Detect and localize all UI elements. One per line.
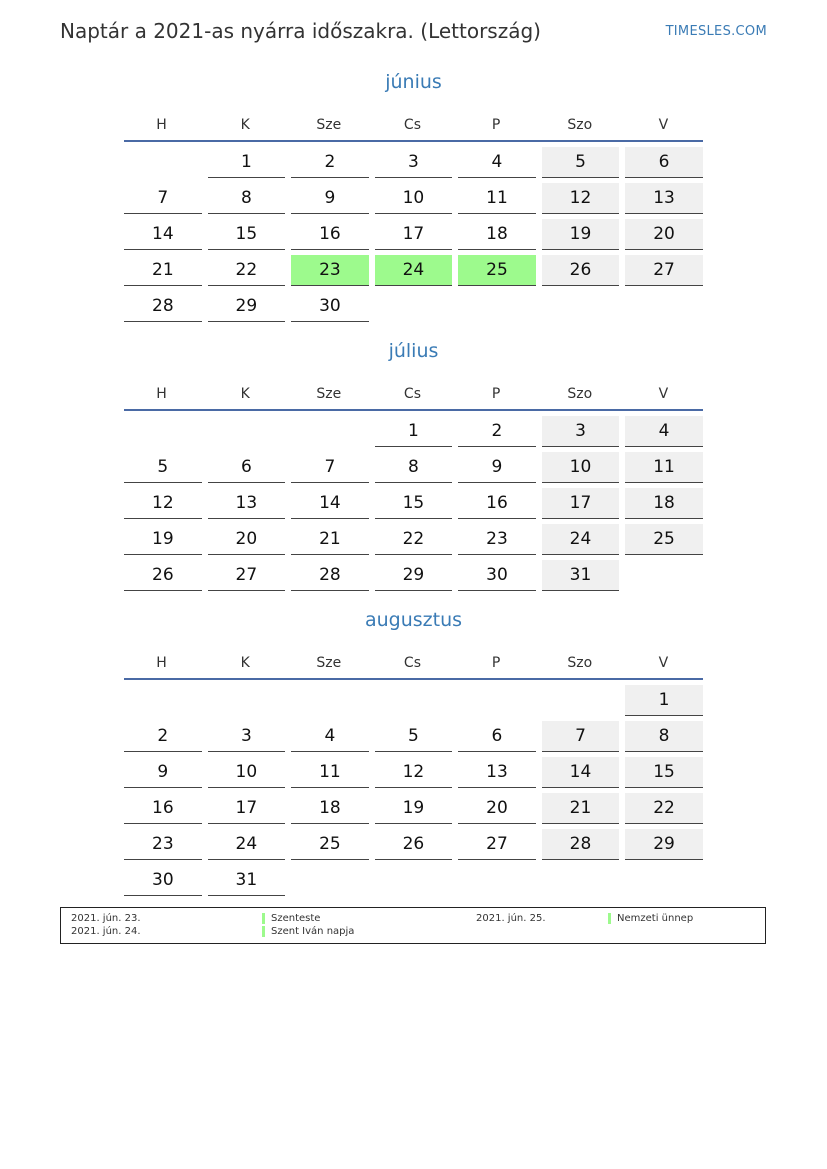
month-title: augusztus xyxy=(364,609,463,631)
weekday-label: Cs xyxy=(403,386,421,402)
empty-cell xyxy=(291,685,369,716)
week-row xyxy=(124,793,703,824)
empty-cell xyxy=(124,147,202,178)
day-cell: 20 xyxy=(625,219,703,250)
legend-date-2: 2021. jún. 24. xyxy=(71,926,141,937)
day-cell: 28 xyxy=(542,829,620,860)
day-cell: 9 xyxy=(291,183,369,214)
month-title: június xyxy=(385,71,442,93)
day-cell: 9 xyxy=(124,757,202,788)
weekday-label: Cs xyxy=(403,655,421,671)
empty-cell xyxy=(375,291,453,322)
day-cell: 27 xyxy=(208,560,286,591)
day-cell: 6 xyxy=(625,147,703,178)
empty-cell xyxy=(291,416,369,447)
day-cell: 19 xyxy=(375,793,453,824)
day-cell: 10 xyxy=(208,757,286,788)
day-cell: 16 xyxy=(291,219,369,250)
day-cell: 13 xyxy=(208,488,286,519)
day-cell: 13 xyxy=(458,757,536,788)
legend-name-2: Szent Iván napja xyxy=(271,926,355,937)
day-cell: 27 xyxy=(458,829,536,860)
week-row xyxy=(124,829,703,860)
empty-cell xyxy=(625,560,703,591)
day-cell: 1 xyxy=(375,416,453,447)
day-cell: 29 xyxy=(625,829,703,860)
day-cell: 30 xyxy=(291,291,369,322)
day-cell: 23 xyxy=(291,255,369,286)
month-0 xyxy=(124,68,703,327)
day-cell: 7 xyxy=(124,183,202,214)
day-cell: 5 xyxy=(124,452,202,483)
day-cell: 22 xyxy=(375,524,453,555)
day-cell: 26 xyxy=(124,560,202,591)
week-row xyxy=(124,452,703,483)
day-cell: 21 xyxy=(124,255,202,286)
empty-cell xyxy=(124,416,202,447)
day-cell: 15 xyxy=(625,757,703,788)
empty-cell xyxy=(625,865,703,896)
legend-name-1: Szenteste xyxy=(271,913,321,924)
week-row xyxy=(124,147,703,178)
week-row xyxy=(124,291,703,322)
day-cell: 6 xyxy=(458,721,536,752)
day-cell: 19 xyxy=(124,524,202,555)
day-cell: 7 xyxy=(542,721,620,752)
day-cell: 12 xyxy=(124,488,202,519)
weekday-label: P xyxy=(491,386,501,402)
holiday-legend xyxy=(60,907,766,944)
weekday-label: Szo xyxy=(567,386,593,402)
weekday-label: H xyxy=(156,386,167,402)
empty-cell xyxy=(458,291,536,322)
day-cell: 1 xyxy=(208,147,286,178)
empty-cell xyxy=(542,685,620,716)
weekday-label: K xyxy=(240,117,250,133)
day-cell: 8 xyxy=(208,183,286,214)
day-cell: 18 xyxy=(458,219,536,250)
weekday-label: P xyxy=(491,117,501,133)
day-cell: 17 xyxy=(375,219,453,250)
week-row xyxy=(124,219,703,250)
weeks xyxy=(124,680,703,896)
day-cell: 23 xyxy=(458,524,536,555)
legend-date-3: 2021. jún. 25. xyxy=(476,913,546,924)
day-cell: 28 xyxy=(291,560,369,591)
empty-cell xyxy=(375,685,453,716)
day-cell: 23 xyxy=(124,829,202,860)
weekday-header xyxy=(124,648,703,680)
legend-date-1: 2021. jún. 23. xyxy=(71,913,141,924)
weeks xyxy=(124,142,703,322)
weekday-label: Sze xyxy=(316,386,342,402)
day-cell: 5 xyxy=(375,721,453,752)
day-cell: 25 xyxy=(458,255,536,286)
empty-cell xyxy=(208,685,286,716)
day-cell: 24 xyxy=(375,255,453,286)
weekday-label: K xyxy=(240,386,250,402)
day-cell: 3 xyxy=(542,416,620,447)
day-cell: 20 xyxy=(208,524,286,555)
month-2 xyxy=(124,606,703,901)
day-cell: 7 xyxy=(291,452,369,483)
brand-link[interactable]: TIMESLES.COM xyxy=(665,24,767,39)
day-cell: 8 xyxy=(625,721,703,752)
day-cell: 30 xyxy=(458,560,536,591)
legend-name-3: Nemzeti ünnep xyxy=(617,913,694,924)
week-row xyxy=(124,488,703,519)
weekday-label: V xyxy=(658,117,669,133)
day-cell: 2 xyxy=(458,416,536,447)
day-cell: 22 xyxy=(625,793,703,824)
day-cell: 3 xyxy=(375,147,453,178)
holiday-color-marker xyxy=(608,913,611,924)
empty-cell xyxy=(291,865,369,896)
day-cell: 4 xyxy=(625,416,703,447)
day-cell: 18 xyxy=(291,793,369,824)
day-cell: 14 xyxy=(124,219,202,250)
week-row xyxy=(124,255,703,286)
weeks xyxy=(124,411,703,591)
day-cell: 20 xyxy=(458,793,536,824)
day-cell: 26 xyxy=(375,829,453,860)
day-cell: 3 xyxy=(208,721,286,752)
weekday-label: V xyxy=(658,386,669,402)
page-title: Naptár a 2021-as nyárra időszakra. (Lettország) xyxy=(60,19,541,43)
weekday-header xyxy=(124,110,703,142)
day-cell: 16 xyxy=(458,488,536,519)
day-cell: 17 xyxy=(542,488,620,519)
day-cell: 22 xyxy=(208,255,286,286)
weekday-label: H xyxy=(156,655,167,671)
empty-cell xyxy=(458,685,536,716)
weekday-label: Szo xyxy=(567,117,593,133)
weekday-label: Cs xyxy=(403,117,421,133)
weekday-label: Szo xyxy=(567,655,593,671)
day-cell: 9 xyxy=(458,452,536,483)
day-cell: 5 xyxy=(542,147,620,178)
day-cell: 14 xyxy=(291,488,369,519)
day-cell: 26 xyxy=(542,255,620,286)
day-cell: 16 xyxy=(124,793,202,824)
weekday-label: Sze xyxy=(316,117,342,133)
day-cell: 6 xyxy=(208,452,286,483)
day-cell: 25 xyxy=(625,524,703,555)
day-cell: 11 xyxy=(458,183,536,214)
holiday-color-marker xyxy=(262,913,265,924)
day-cell: 1 xyxy=(625,685,703,716)
empty-cell xyxy=(542,865,620,896)
week-row xyxy=(124,721,703,752)
day-cell: 2 xyxy=(124,721,202,752)
empty-cell xyxy=(208,416,286,447)
day-cell: 14 xyxy=(542,757,620,788)
day-cell: 30 xyxy=(124,865,202,896)
day-cell: 18 xyxy=(625,488,703,519)
day-cell: 12 xyxy=(375,757,453,788)
month-title: július xyxy=(388,340,439,362)
day-cell: 27 xyxy=(625,255,703,286)
day-cell: 31 xyxy=(208,865,286,896)
empty-cell xyxy=(124,685,202,716)
day-cell: 13 xyxy=(625,183,703,214)
week-row xyxy=(124,416,703,447)
day-cell: 11 xyxy=(291,757,369,788)
weekday-label: Sze xyxy=(316,655,342,671)
day-cell: 10 xyxy=(542,452,620,483)
weekday-header xyxy=(124,379,703,411)
weekday-label: P xyxy=(491,655,501,671)
month-1 xyxy=(124,337,703,596)
day-cell: 24 xyxy=(208,829,286,860)
day-cell: 29 xyxy=(208,291,286,322)
week-row xyxy=(124,560,703,591)
day-cell: 2 xyxy=(291,147,369,178)
day-cell: 11 xyxy=(625,452,703,483)
empty-cell xyxy=(542,291,620,322)
day-cell: 21 xyxy=(291,524,369,555)
day-cell: 4 xyxy=(458,147,536,178)
day-cell: 21 xyxy=(542,793,620,824)
day-cell: 12 xyxy=(542,183,620,214)
day-cell: 15 xyxy=(375,488,453,519)
weekday-label: K xyxy=(240,655,250,671)
day-cell: 29 xyxy=(375,560,453,591)
day-cell: 8 xyxy=(375,452,453,483)
day-cell: 17 xyxy=(208,793,286,824)
day-cell: 19 xyxy=(542,219,620,250)
empty-cell xyxy=(458,865,536,896)
weekday-label: V xyxy=(658,655,669,671)
day-cell: 28 xyxy=(124,291,202,322)
day-cell: 31 xyxy=(542,560,620,591)
day-cell: 4 xyxy=(291,721,369,752)
empty-cell xyxy=(375,865,453,896)
week-row xyxy=(124,757,703,788)
week-row xyxy=(124,524,703,555)
day-cell: 10 xyxy=(375,183,453,214)
week-row xyxy=(124,685,703,716)
week-row xyxy=(124,865,703,896)
day-cell: 15 xyxy=(208,219,286,250)
holiday-color-marker xyxy=(262,926,265,937)
empty-cell xyxy=(625,291,703,322)
day-cell: 25 xyxy=(291,829,369,860)
day-cell: 24 xyxy=(542,524,620,555)
weekday-label: H xyxy=(156,117,167,133)
week-row xyxy=(124,183,703,214)
